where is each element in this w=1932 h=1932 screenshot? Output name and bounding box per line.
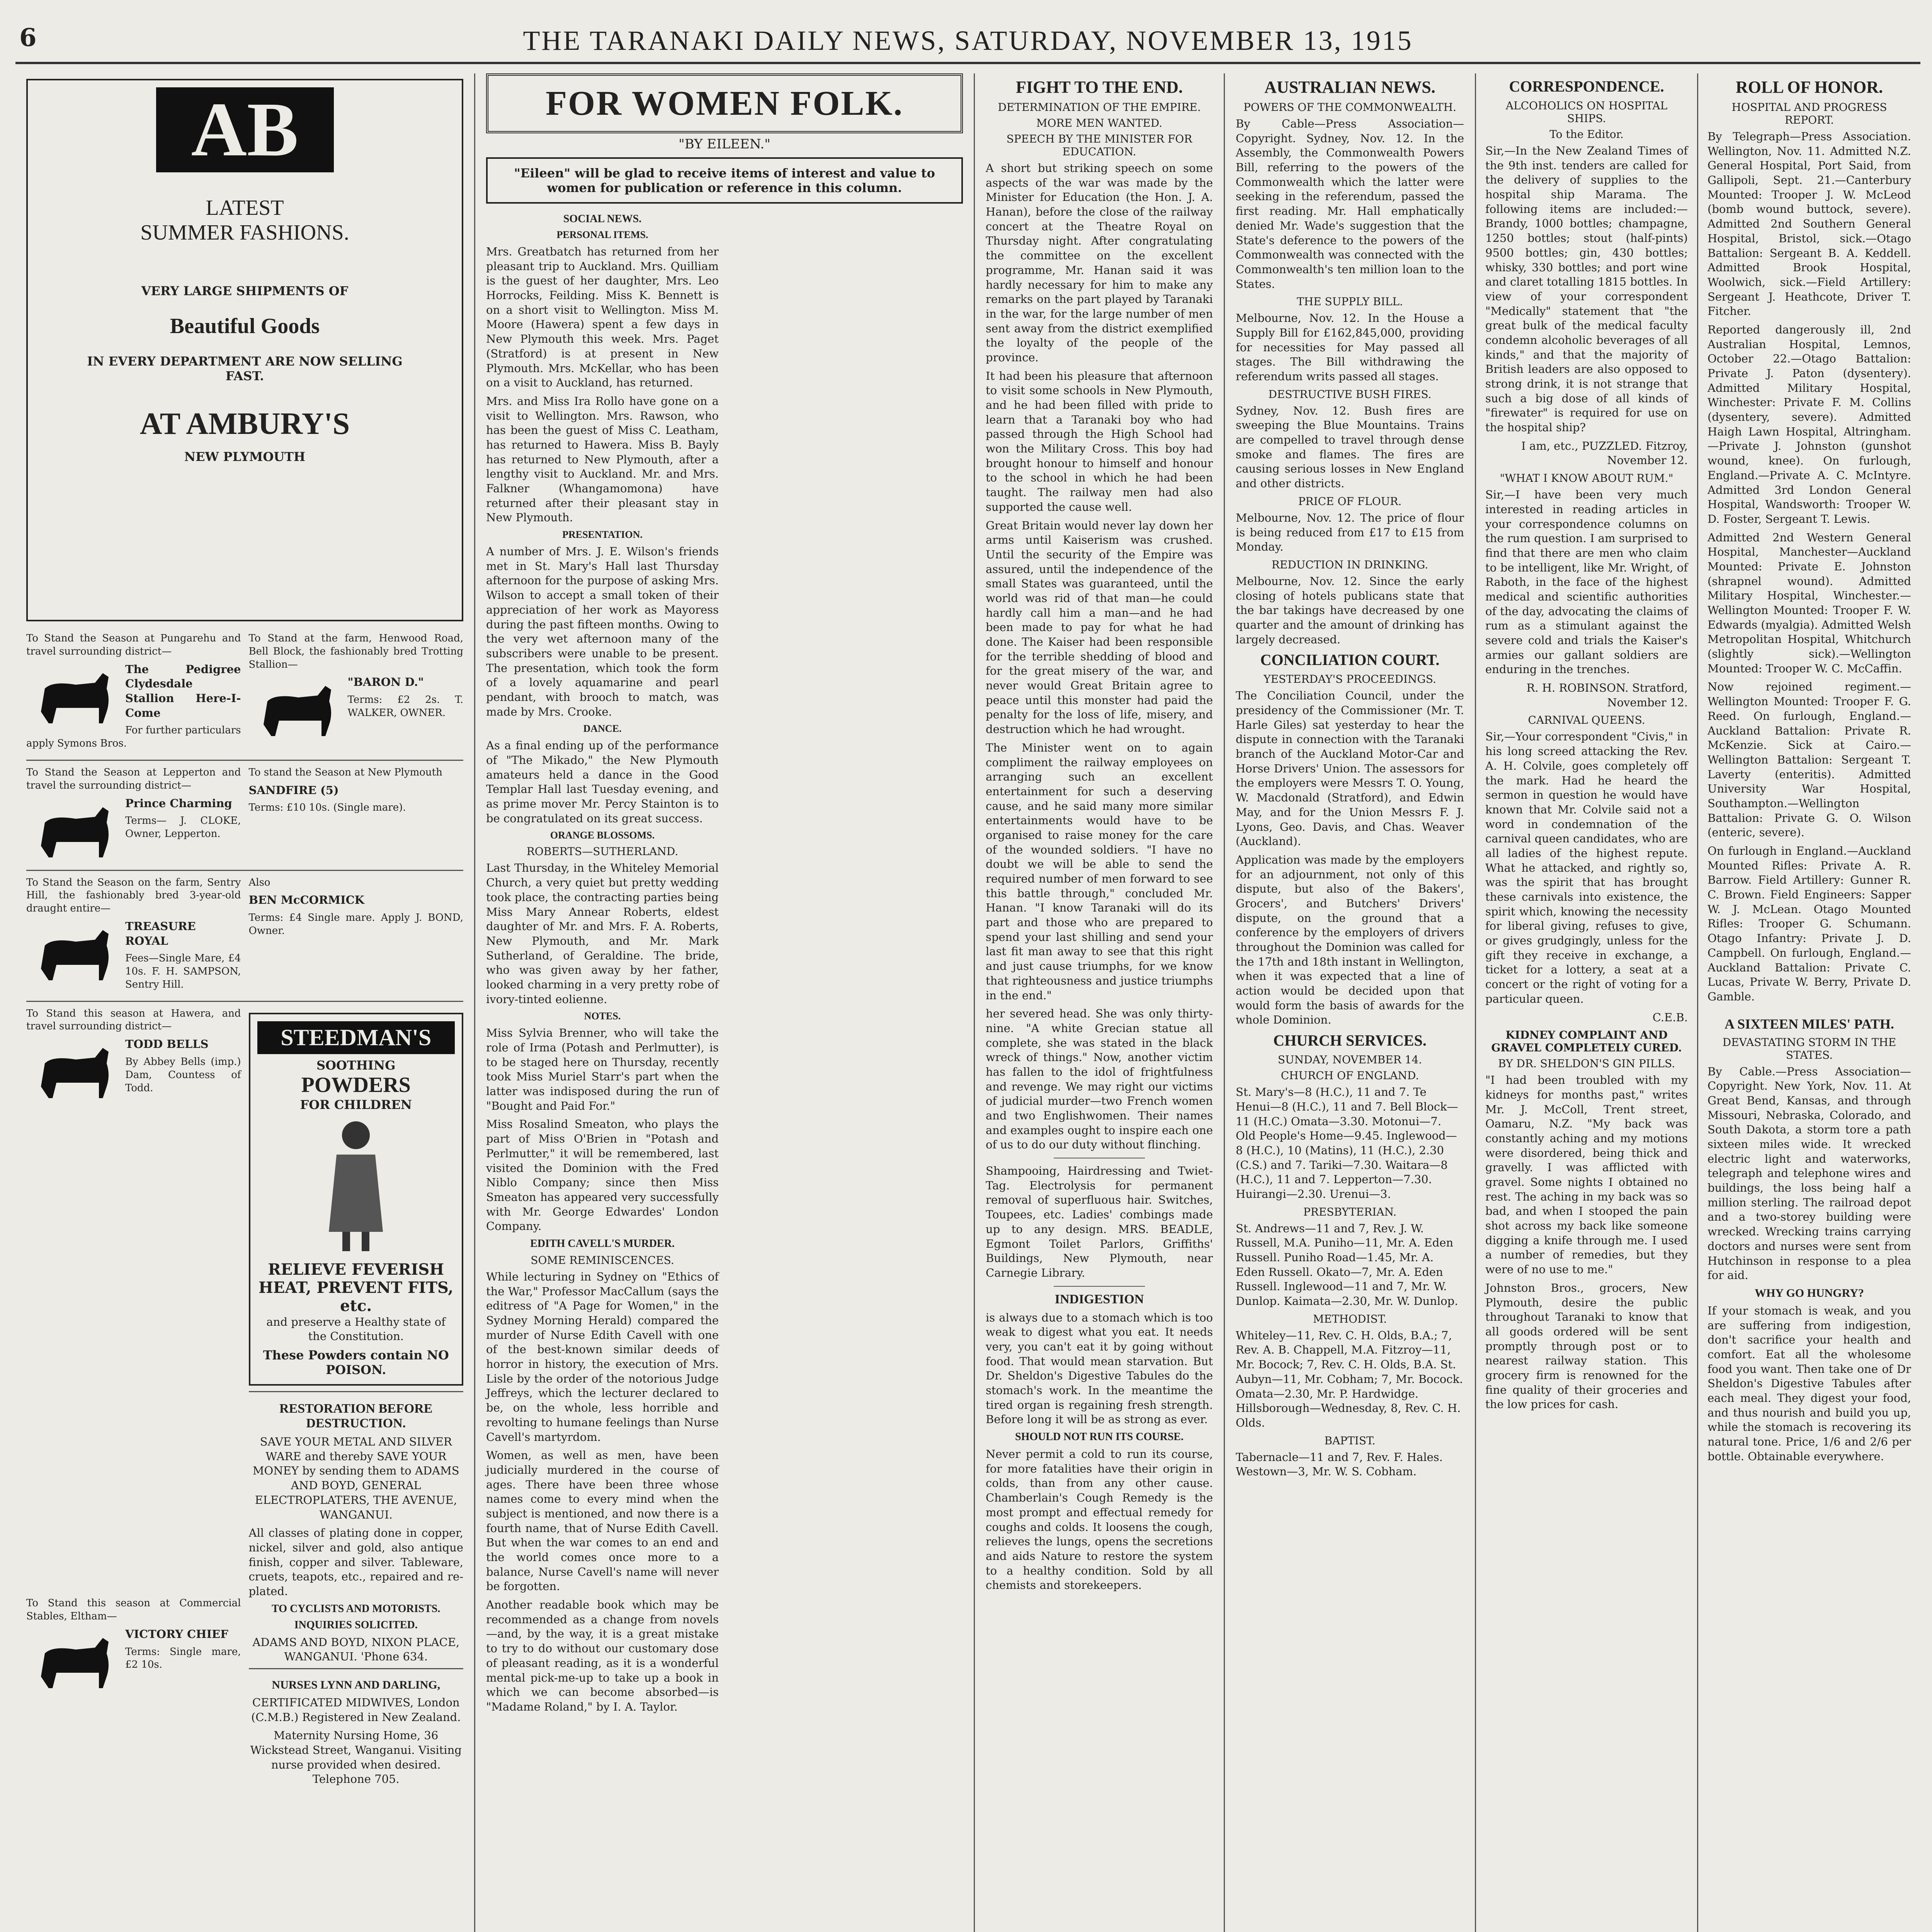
article-paragraph: Melbourne, Nov. 12. The price of flour is being reduced from £17 to £15 from Monday.: [1236, 511, 1464, 554]
rum-heading: "WHAT I KNOW ABOUT RUM.": [1500, 472, 1673, 485]
article-paragraph: Application was made by the employers for an adjournment, not only of this dispute, but also of the Bakers', Grocers', and Butchers' Drivers' dispute, on the ground that a conference by the employers of drivers throughout the Dominion was called for the 17th and 18th instant in Wellington, when it was expected that a line of action would be decided upon that would form the basis of awards for the whole Dominion.: [1236, 853, 1464, 1027]
article-paragraph: While lecturing in Sydney on "Ethics of the War," Professor MacCallum (says the editress of "A Page for Women," in the Sydney Morning Herald) compared the murder of Nurse Edith Cavell with one of the best-known similar deeds of horror in history, the execution of Mrs. Lisle by the order of the notorious Judge Jeffreys, which the lecturer declared to be, on the whole, less horrible and revolting to humane feelings than Nurse Cavell's martyrdom.: [486, 1270, 719, 1444]
article-paragraph: Now rejoined regiment.—Wellington Mounted: Trooper F. G. Reed. On furlough, England.—Auckland Battalion: Private R. McKenzie. Sick at Cairo.—Wellington Battalion: Sergeant T. Laverty (enteritis). Admitted University War Hospital, Southampton.—Wellington Battalion: Private G. O. Wilson (enteric, severe).: [1708, 680, 1911, 839]
horse-icon: [29, 665, 122, 727]
article-paragraph: A number of Mrs. J. E. Wilson's friends met in St. Mary's Hall last Thursday afternoon for the purpose of asking Mrs. Wilson to accept a small token of their appreciation of her work as Mayoress during the past fifteen months. Owing to the very wet afternoon many of the subscribers were unable to be present. The presentation, which took the form of a lovely aquamarine and pearl pendant, with brooch to match, was made by Mrs. Crooke.: [486, 545, 719, 718]
presbyterian-heading: PRESBYTERIAN.: [1303, 1205, 1397, 1218]
stud-row-4: [26, 1002, 463, 1796]
women-title: FOR WOMEN FOLK.: [486, 73, 963, 133]
article-paragraph: Melbourne, Nov. 12. Since the early closing of hotels publicans state that the bar takings have decreased by one quarter and the amount of drinking has largely decreased.: [1236, 574, 1464, 646]
stud-notice: [26, 766, 241, 864]
restoration-body: SAVE YOUR METAL AND SILVER WARE and thereby SAVE YOUR MONEY by sending them to ADAMS AND BOYD, GENERAL ELECTROPLATERS, THE AVENUE, WANGANUI.: [252, 1435, 459, 1521]
fight-sub3: SPEECH BY THE MINISTER FOR EDUCATION.: [1006, 133, 1192, 158]
social-news-heading: SOCIAL NEWS.: [563, 213, 642, 225]
article-paragraph: St. Andrews—11 and 7, Rev. J. W. Russell, M.A. Puniho—11, Mr. A. Eden Russell. Puniho Road—1.45, Mr. A. Eden Russell. Okato—7, Mr. A. Eden Russell. Inglewood—11 and 7, Mr. W. Dunlop. Kaimata—2.30, Mr. W. Dunlop.: [1236, 1221, 1458, 1308]
article-paragraph: Tabernacle—11 and 7, Rev. F. Hales. Westown—3, Mr. W. S. Cobham.: [1236, 1450, 1443, 1478]
women-note: "Eileen" will be glad to receive items of interest and value to women for publication or reference in this column.: [486, 157, 963, 204]
horse-icon: [29, 1630, 122, 1692]
stud-name: TREASURE ROYAL: [125, 919, 196, 947]
personal-items-heading: PERSONAL ITEMS.: [556, 229, 648, 240]
stud-name: The Pedigree Clydesdale Stallion Here-I-Come: [125, 662, 241, 719]
ambury-ad: [26, 79, 463, 621]
article-paragraph: "I had been troubled with my kidneys for months past," writes Mr. J. McColl, Trent street, Oamaru, N.Z. "My back was constantly aching and my motions were disordered, being thick and gravelly. I was afflicted with gravel. Some nights I obtained no rest. The aching in my back was so bad, and when I stooped the pain shot across my back like someone digging a knife through me. I used a number of remedies, but they were of no use to me.": [1485, 1073, 1688, 1276]
stud-title: To Stand the Season at Lepperton and travel the surrounding district—: [26, 766, 241, 791]
australian-column: [1225, 73, 1476, 1932]
article-paragraph: Another readable book which may be recommended as a change from novels—and, by the way, it is a great mistake to try to do without our customary dose of pleasant reading, as it is a wonderful mental pick-me-up to take up a book in which we can become absorbed—is "Madame Roland," by I. A. Taylor.: [486, 1598, 719, 1713]
stud-notice: [249, 766, 464, 864]
article-paragraph: Great Britain would never lay down her arms until Kaiserism was crushed. Until the security of the Empire was assured, until the independence of the small States was guaranteed, until the world was rid of that man—he could hardly call him a man—and he had been made to pay for what he had done. The Kaiser had been responsible for the terrible shedding of blood and for the great misery of the war, and never would Great Britain agree to peace until this monster had paid the penalty for the loss of life, misery, and destruction which he had wrought.: [986, 519, 1213, 736]
church-heading: CHURCH SERVICES.: [1273, 1032, 1427, 1049]
article-paragraph: Women, as well as men, have been judicially murdered in the course of ages. There have been three whose names come to every mind when the subject is mentioned, and now there is a fourth name, that of Nurse Edith Cavell. But when the war comes to an end and the world comes once more to a balance, Nurse Cavell's name will never be forgotten.: [486, 1449, 719, 1593]
right-columns: [1476, 73, 1920, 1932]
steedman-line2: POWDERS: [301, 1073, 411, 1097]
article-paragraph: Melbourne, Nov. 12. In the House a Supply Bill for £162,845,000, providing for necessities for May passed all stages. The Bill withdrawing the referendum writs passed all stages.: [1236, 311, 1464, 383]
carnival-heading: CARNIVAL QUEENS.: [1528, 714, 1645, 727]
article-paragraph: Mrs. Greatbatch has returned from her pleasant trip to Auckland. Mrs. Quilliam is the guest of her daughter, Mrs. Leo Horrocks, Feilding. Miss K. Bennett is on a short visit to Wellington. Miss M. Moore (Hawera) spent a few days in New Plymouth this week. Mrs. Paget (Stratford) is at present in New Plymouth. Mrs. McKellar, who has been on a visit to Auckland, has returned.: [486, 245, 719, 389]
article-paragraph: St. Mary's—8 (H.C.), 11 and 7. Te Henui—8 (H.C.), 11 and 7. Bell Block—11 (H.C.) Omata—3.30. Motonui—7. Old People's Home—9.45. Inglewood—8 (H.C.), 10 (Matins), 11 (H.C.), 2.30 (C.S.) and 7. Tariki—7.30. Waitara—8 (H.C.), 11 and 7. Lepperton—7.30. Huirangi—2.30. Urenui—3.: [1236, 1085, 1458, 1201]
article-paragraph: By Cable—Press Association—Copyright. Sydney, Nov. 12. In the Assembly, the Commonwealth Powers Bill, referring to the powers of the Commonwealth which the latter were seeking in the referendum, passed the first reading. Mr. Hall emphatically denied Mr. Wade's suggestion that the State's deference to the powers of the Commonwealth was connected with the Commonwealth's ten million loan to the States.: [1236, 117, 1464, 291]
wedding-heading: ROBERTS—SUTHERLAND.: [526, 845, 679, 858]
notes-heading: NOTES.: [584, 1010, 621, 1022]
article-paragraph: Admitted 2nd Western General Hospital, Manchester—Auckland Mounted: Private E. Johnston (shrapnel wound). Admitted Military Hospital, Winchester.—Wellington Mounted: Trooper F. W. Edwards (myalgia). Admitted Welsh Metropolitan Hospital, Whitchurch (slightly sick).—Wellington Mounted: Trooper W. C. McCaffin.: [1708, 531, 1911, 675]
article-paragraph: Sir,—In the New Zealand Times of the 9th inst. tenders are called for the delivery of supplies to the hospital ship Marama. The following items are included:—Brandy, 1000 bottles; champagne, 1250 bottles; stout (half-pints) 9500 bottles; gin, 430 bottles; whisky, 330 bottles; and port wine and claret totalling 1815 bottles. In view of your correspondent "Medically" statement that "the great bulk of the medical faculty condemn alcoholic beverages of all kinds," and that the majority of British leaders are also opposed to strong drink, it is not strange that such a big dose of all kinds of "firewater" is required for use on the hospital ship?: [1485, 144, 1688, 434]
stud-detail: By Abbey Bells (imp.) Dam, Countess of Todd.: [125, 1056, 241, 1094]
fight-sub1: DETERMINATION OF THE EMPIRE.: [998, 101, 1201, 114]
corr-title: CORRESPONDENCE.: [1509, 78, 1664, 95]
steedman-line1: SOOTHING: [316, 1058, 396, 1073]
nurses-address: Maternity Nursing Home, 36 Wickstead Street, Wanganui. Visiting nurse provided when desired. Telephone 705.: [250, 1729, 462, 1786]
steedman-line3: FOR CHILDREN: [300, 1097, 412, 1112]
steedman-line4: RELIEVE FEVERISH HEAT, PREVENT FITS, etc.: [259, 1260, 454, 1315]
article-paragraph: It had been his pleasure that afternoon to visit some schools in New Plymouth, and he had been filled with pride to learn that a Taranaki boy who had passed through the High School had won the Military Cross. This boy had brought honour to himself and honour to the school in which he had been taught. The railway men had also supported the cause well.: [986, 369, 1213, 514]
restoration-title: RESTORATION BEFORE DESTRUCTION.: [279, 1401, 433, 1431]
drinking-heading: REDUCTION IN DRINKING.: [1271, 558, 1429, 571]
kidney-heading: KIDNEY COMPLAINT AND GRAVEL COMPLETELY CURED.: [1491, 1029, 1682, 1054]
dance-heading: DANCE.: [583, 723, 622, 735]
stud-notice: [26, 1597, 241, 1672]
honor-sub: HOSPITAL AND PROGRESS REPORT.: [1731, 101, 1887, 126]
fight-title: FIGHT TO THE END.: [1015, 78, 1183, 97]
newspaper-title: THE TARANAKI DAILY NEWS, SATURDAY, NOVEMBER 13, 1915: [523, 25, 1413, 56]
article-paragraph: Johnston Bros., grocers, New Plymouth, desire the public throughout Taranaki to know that all goods ordered will be sent promptly through post or to nearest railway station. This grocery firm is renowned for the fine quality of their groceries and the low prices for cash.: [1485, 1281, 1688, 1411]
stud-title: To Stand this season at Hawera, and travel surrounding district—: [26, 1007, 241, 1032]
stud-notice: [26, 1007, 241, 1095]
cavell-heading: EDITH CAVELL'S MURDER.: [530, 1237, 675, 1250]
masthead: [15, 15, 1920, 64]
article-paragraph: Whiteley—11, Rev. C. H. Olds, B.A.; 7, Rev. A. B. Chappell, M.A. Fitzroy—11, Mr. Bocock; 7, Rev. C. H. Olds, B.A. St. Aubyn—11, Mr. Cobham; 7, Mr. Bocock. Omata—2.30, Mr. P. Hardwidge. Hillsborough—Wednesday, 8, Rev. C. H. Olds.: [1236, 1328, 1463, 1429]
ambury-line3: VERY LARGE SHIPMENTS OF: [141, 284, 349, 298]
steedman-line5: and preserve a Healthy state of the Constitution.: [266, 1315, 446, 1343]
article-paragraph: Miss Rosalind Smeaton, who plays the part of Miss O'Brien in "Potash and Perlmutter," it will be remembered, last visited the Dominion with the Fred Niblo Company; since then Miss Smeaton has appeared very successfully with Mr. George Edwardes' London Company.: [486, 1117, 719, 1233]
shampoo-ad: Shampooing, Hairdressing and Twiet-Tag. Electrolysis for permanent removal of superfluous hair. Switches, Toupees, etc. Ladies' combings made up to any design. MRS. BEADLE, Egmont Toilet Parlors, Griffiths' Buildings, New Plymouth, near Carnegie Library.: [986, 1164, 1213, 1279]
article-paragraph: If your stomach is weak, and you are suffering from indigestion, don't sacrifice your health and comfort. Eat all the wholesome food you want. Then take one of Dr Sheldon's Digestive Tabules after each meal. They digest your food, and thus nourish and build you up, while the stomach is recovering its natural tone. Price, 1/6 and 2/6 per bottle. Obtainable everywhere.: [1708, 1304, 1911, 1463]
horse-icon: [29, 799, 122, 861]
divider: [1054, 1286, 1145, 1287]
correspondence-column: [1476, 73, 1698, 1932]
ambury-line5: IN EVERY DEPARTMENT ARE NOW SELLING FAST.: [87, 354, 403, 383]
horse-icon: [252, 678, 345, 740]
women-byline: "BY EILEEN.": [679, 136, 770, 152]
stud-notice: [249, 876, 464, 995]
stud-column-left: [26, 1007, 241, 1791]
stud-title: To Stand this season at Commercial Stables, Eltham—: [26, 1597, 241, 1622]
article-paragraph: By Cable.—Press Association—Copyright. New York, Nov. 11. At Great Bend, Kansas, and through Missouri, Nebraska, Colorado, and South Dakota, a storm tore a path sixteen miles wide. It wrecked electric light and waterworks, telegraph and telephone wires and buildings, the loss being half a million sterling. The railroad depot and a two-storey building were wrecked. Wrecking trains carrying doctors and nurses were sent from Hutchinson in response to a plea for aid.: [1708, 1065, 1911, 1282]
women-articles: [486, 209, 963, 1932]
church-england: CHURCH OF ENGLAND.: [1281, 1069, 1419, 1082]
article-paragraph: As a final ending up of the performance of "The Mikado," the New Plymouth amateurs held a dance in the Good Templar Hall last Tuesday evening, and as prime mover Mr. Percy Stainton is to be congratulated on its great success.: [486, 739, 719, 825]
horse-icon: [29, 922, 122, 984]
flour-heading: PRICE OF FLOUR.: [1298, 495, 1402, 508]
stud-detail: Terms— J. CLOKE, Owner, Lepperton.: [125, 815, 241, 840]
article-paragraph: Miss Sylvia Brenner, who will take the role of Irma (Potash and Perlmutter), is to be staged here on Thursday, recently took Miss Muriel Starr's part when the latter was indisposed during the run of "Bought and Paid For.": [486, 1026, 719, 1112]
stud-detail: Terms: £2 2s. T. WALKER, OWNER.: [347, 694, 463, 719]
article-paragraph: Reported dangerously ill, 2nd Australian Hospital, Lemnos, October 22.—Otago Battalion: Private J. Paton (dysentery). Admitted Military Hospital, Winchester: Private F. M. Collins (dysentery, severe). Admitted Haigh Lawn Hospital, Altringham.—Private J. Johnston (gunshot wound, knee). On furlough, England.—Private A. C. McIntyre. Admitted 3rd London General Hospital, Wandsworth: Trooper W. D. Foster, Sergeant T. Lewis.: [1708, 323, 1911, 526]
page-number: 6: [19, 23, 37, 52]
restoration-cyclists: TO CYCLISTS AND MOTORISTS.: [272, 1602, 440, 1615]
fight-column: [974, 73, 1225, 1932]
restoration-inquiries: INQUIRIES SOLICITED.: [294, 1619, 418, 1631]
restoration-ad: [249, 1391, 464, 1664]
stud-detail: Terms: Single mare, £2 10s.: [125, 1646, 241, 1671]
steedman-line6: These Powders contain NO POISON.: [263, 1348, 449, 1378]
article-paragraph: Last Thursday, in the Whiteley Memorial Church, a very quiet but pretty wedding took place, the contracting parties being Miss Mary Annear Roberts, eldest daughter of Mr. and Mrs. F. A. Roberts, New Plymouth, and Mr. Mark Sutherland, of Geraldine. The bride, who was given away by her father, looked charming in a very pretty robe of ivory-tinted eolienne.: [486, 861, 719, 1006]
restoration-body2: All classes of plating done in copper, nickel, silver and gold, also antique finish, copper and silver. Tableware, cruets, teapots, etc., repaired and re-plated.: [248, 1526, 463, 1598]
child-figure-icon: [321, 1116, 391, 1255]
steedman-ad: [249, 1013, 464, 1386]
ambury-line4: Beautiful Goods: [170, 314, 320, 338]
stud-detail: Fees—Single Mare, £4 10s. F. H. SAMPSON, Sentry Hill.: [125, 952, 241, 990]
restoration-address: ADAMS AND BOYD, NIXON PLACE, WANGANUI. 'Phone 634.: [252, 1635, 460, 1663]
signature: R. H. ROBINSON. Stratford, November 12.: [1526, 681, 1688, 709]
stud-name: "BARON D.": [347, 675, 424, 689]
article-paragraph: Sydney, Nov. 12. Bush fires are sweeping the Blue Mountains. Trains are compelled to travel through dense smoke and flames. The fires are causing serious losses in New England and other districts.: [1236, 404, 1464, 490]
ambury-line1: LATEST: [206, 196, 284, 220]
methodist-heading: METHODIST.: [1313, 1312, 1387, 1325]
stud-notice: [26, 632, 241, 754]
article-paragraph: Sir,—I have been very much interested in reading articles in your correspondence columns on the rum question. I am surprised to find that there are men who claim to be intelligent, like Mr. Wright, of Raboth, in the face of the highest medical and scientific authorities of the day, advocating the claims of rum as a stimulant against the severe cold and trials the Kaiser's armies our gallant soldiers are enduring in the trenches.: [1485, 488, 1688, 676]
article-paragraph: Mrs. and Miss Ira Rollo have gone on a visit to Wellington. Mrs. Rawson, who has been the guest of Miss C. Leatham, has returned to Hawera. Miss B. Bayly has returned to New Plymouth, after a lengthy visit to Auckland. Mr. and Mrs. Falkner (Whangamomona) have returned after their pleasant stay in New Plymouth.: [486, 394, 719, 524]
advertisement-column: [15, 73, 475, 1932]
stud-title: To Stand at the farm, Henwood Road, Bell Block, the fashionably bred Trotting Stallion—: [248, 633, 463, 670]
stud-detail: Terms: £10 10s. (Single mare).: [248, 802, 406, 814]
ambury-line6: AT AMBURY'S: [139, 407, 350, 441]
ab-logo: AB: [156, 87, 334, 172]
stud-name: VICTORY CHIEF: [125, 1627, 228, 1641]
article-paragraph: By Telegraph—Press Association. Wellington, Nov. 11. Admitted N.Z. General Hospital, Port Said, from Gallipoli, Sept. 21.—Canterbury Mounted: Trooper J. W. McLeod (bomb wound buttock, severe). Admitted 2nd Southern General Hospital, Bristol, sick.—Otago Battalion: Sergeant B. A. Keddell. Admitted Brook Hospital, Woolwich, sick.—Field Artillery: Sergeant J. Heathcote, Driver T. Fitcher.: [1708, 130, 1911, 318]
baptist-heading: BAPTIST.: [1324, 1434, 1376, 1447]
cavell-subheading: SOME REMINISCENCES.: [531, 1253, 674, 1267]
fight-sub2: MORE MEN WANTED.: [1036, 117, 1163, 129]
steedman-brand: STEEDMAN'S: [257, 1021, 455, 1054]
stud-row-1: [26, 627, 463, 761]
corr-sub: ALCOHOLICS ON HOSPITAL SHIPS.: [1505, 99, 1668, 125]
stud-name: Prince Charming: [125, 796, 232, 810]
nurses-title: NURSES LYNN AND DARLING,: [272, 1679, 440, 1691]
ambury-line7: NEW PLYMOUTH: [184, 449, 306, 464]
supply-heading: THE SUPPLY BILL.: [1297, 295, 1403, 308]
fires-heading: DESTRUCTIVE BUSH FIRES.: [1268, 388, 1432, 401]
article-paragraph: is always due to a stomach which is too weak to digest what you eat. It needs very, you can't eat it by going without food. That would mean starvation. But Dr. Sheldon's Digestive Tabules do the stomach's work. In the meantime the tired organ is regaining fresh strength. Before long it will be as strong as ever.: [986, 1311, 1213, 1426]
indigestion-heading: INDIGESTION: [1054, 1292, 1144, 1306]
stud-column-right: [249, 1007, 464, 1791]
orange-blossoms-heading: ORANGE BLOSSOMS.: [550, 830, 655, 841]
nurses-ad: [249, 1668, 464, 1787]
cough-heading: SHOULD NOT RUN ITS COURSE.: [1015, 1431, 1184, 1443]
aus-title: AUSTRALIAN NEWS.: [1264, 78, 1435, 97]
women-column: [475, 73, 974, 1932]
stud-row-3: [26, 871, 463, 1002]
stud-notice: [249, 632, 464, 754]
signature: I am, etc., PUZZLED. Fitzroy, November 12.: [1521, 439, 1688, 467]
signature: C.E.B.: [1652, 1010, 1688, 1024]
stud-detail: Terms: £4 Single mare. Apply J. BOND, Owner.: [248, 912, 463, 937]
stud-name: SANDFIRE (5): [248, 783, 339, 797]
honor-title: ROLL OF HONOR.: [1736, 78, 1883, 97]
stud-detail: For further particulars apply Symons Bros.: [26, 724, 241, 750]
stud-name: TODD BELLS: [125, 1037, 209, 1051]
hungry-heading: WHY GO HUNGRY?: [1755, 1286, 1864, 1299]
ambury-line2: SUMMER FASHIONS.: [140, 221, 349, 245]
article-paragraph: her severed head. She was only thirty-nine. "A white Grecian statue all complete, she was stated in the black wreck of things." Now, another victim has fallen to the idol of frightfulness and revenge. We may right our victims of judicial murder—two French women and two Englishwomen. Their names and examples ought to inspire each one of us to do our duty without flinching.: [986, 1007, 1213, 1151]
stud-name: BEN McCORMICK: [248, 893, 364, 907]
stud-title: To Stand the Season on the farm, Sentry Hill, the fashionably bred 3-year-old draught entire—: [26, 876, 241, 915]
stud-row-2: [26, 761, 463, 871]
church-date: SUNDAY, NOVEMBER 14.: [1277, 1053, 1422, 1066]
kidney-sub: BY DR. SHELDON'S GIN PILLS.: [1498, 1057, 1675, 1070]
article-paragraph: Never permit a cold to run its course, for more fatalities have their origin in colds, than from any other cause. Chamberlain's Cough Remedy is the most prompt and effectual remedy for coughs and colds. It loosens the cough, relieves the lungs, opens the secretions and aids Nature to restore the system to a healthy condition. Sold by all chemists and storekeepers.: [986, 1447, 1213, 1592]
corr-to: To the Editor.: [1549, 128, 1624, 141]
stud-title: Also: [248, 876, 270, 888]
conciliation-heading: CONCILIATION COURT.: [1260, 651, 1440, 669]
conciliation-sub: YESTERDAY'S PROCEEDINGS.: [1264, 673, 1436, 686]
storm-heading: A SIXTEEN MILES' PATH.: [1725, 1016, 1894, 1032]
presentation-heading: PRESENTATION.: [562, 529, 643, 541]
stud-title: To Stand the Season at Pungarehu and travel surrounding district—: [26, 633, 241, 657]
nurses-body: CERTIFICATED MIDWIVES, London (C.M.B.) Registered in New Zealand.: [251, 1696, 461, 1724]
storm-sub: DEVASTATING STORM IN THE STATES.: [1722, 1036, 1896, 1061]
aus-sub: POWERS OF THE COMMONWEALTH.: [1243, 101, 1456, 114]
article-paragraph: The Conciliation Council, under the presidency of the Commissioner (Mr. T. Harle Giles) sat yesterday to hear the dispute in connection with the Taranaki branch of the Auckland Motor-Car and Horse Drivers' Union. The assessors for the employers were Messrs T. O. Young, W. Macdonald (Stratford), and Edwin May, and for the Union Messrs F. J. Lyons, Geo. Davis, and Chas. Weaver (Auckland).: [1236, 689, 1464, 848]
horse-icon: [29, 1040, 122, 1102]
article-paragraph: On furlough in England.—Auckland Mounted Rifles: Private A. R. Barrow. Field Artillery: Gunner R. C. Brown. Field Engineers: Sapper W. J. McLean. Otago Mounted Rifles: Trooper G. Schumann. Otago Infantry: Private J. D. Campbell. On furlough, England.—Auckland Battalion: Private C. Lucas, Private W. Berry, Private D. Gamble.: [1708, 844, 1911, 1003]
stud-title: To stand the Season at New Plymouth: [248, 766, 442, 778]
article-paragraph: A short but striking speech on some aspects of the war was made by the Minister for Education (the Hon. J. A. Hanan), before the close of the railway concert at the Theatre Royal on Thursday night. After congratulating the committee on the excellent programme, Mr. Hanan said it was hardly necessary for him to make any remarks on the part played by Taranaki in the war, for the large number of men sent away from the district exemplified the loyalty of the people of the province.: [986, 162, 1213, 364]
article-paragraph: The Minister went on to again compliment the railway employees on arranging such an excellent entertainment for such a deserving cause, and he said many more similar entertainments would have to be organised to raise money for the care of the wounded soldiers. "I have no doubt we will be able to send the required number of men forward to see this battle through," concluded Mr. Hanan. "I know Taranaki will do its part and those who are prepared to spend your last shilling and send your last fit man away to see that this right and just cause triumphs, for we know that righteousness and justice triumphs in the end.": [986, 741, 1213, 1002]
roll-of-honor-column: [1698, 73, 1920, 1932]
article-paragraph: Sir,—Your correspondent "Civis," in his long screed attacking the Rev. A. H. Colvile, goes completely off the mark. Had he heard the sermon in question he would have known that Mr. Colvile said not a word in condemnation of the carnival queen candidates, who are all ladies of the highest repute. What he attacked, and rightly so, was the spirit that has brought these carnivals into existence, the spirit which, knowing the necessity for liberal giving, refuses to give, or gives grudgingly, unless for the gift they receive in exchange, a ticket for a lottery, a seat at a concert or the right of voting for a particular queen.: [1485, 730, 1688, 1005]
stud-notice: [26, 876, 241, 995]
